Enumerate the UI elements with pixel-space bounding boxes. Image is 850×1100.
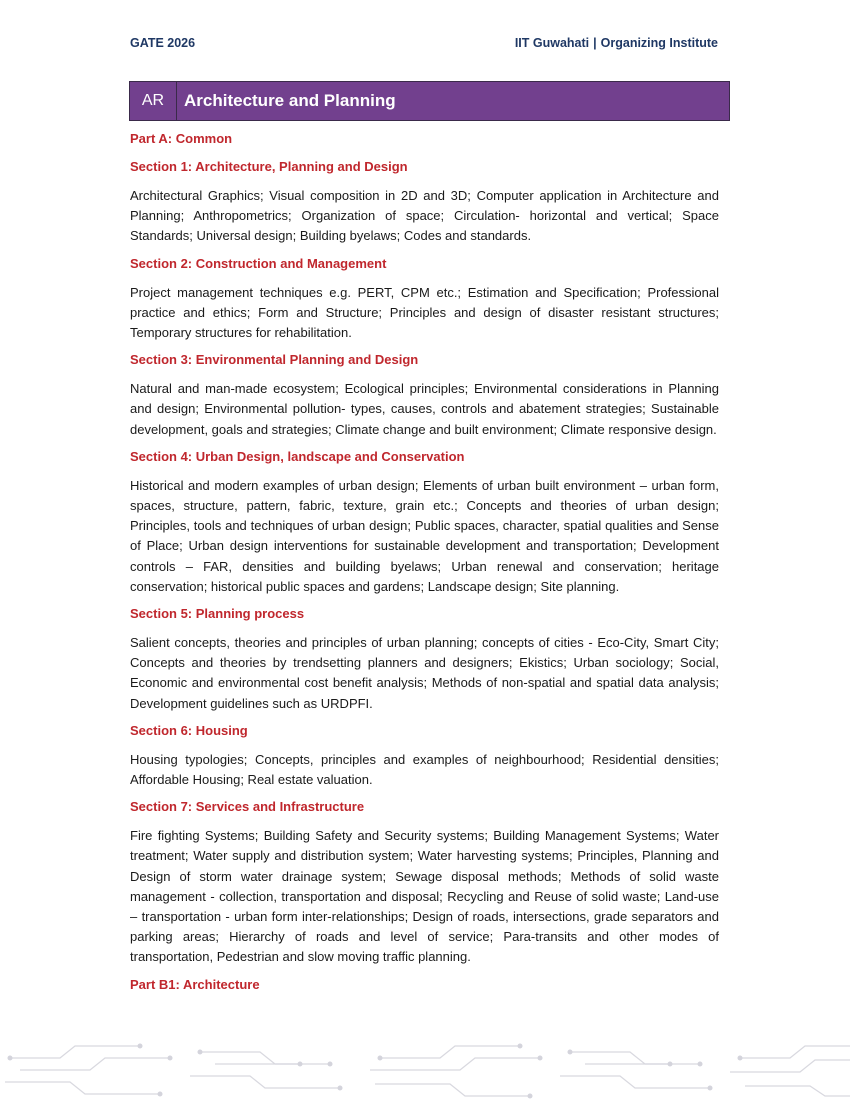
section-body: Housing typologies; Concepts, principles and examples of neighbourhood; Residential densities; Affordable Housing; Real estate valuation. (130, 751, 719, 788)
part-b1-heading: Part B1: Architecture (130, 976, 260, 992)
section-heading: Section 2: Construction and Management (130, 255, 387, 271)
section-heading: Section 4: Urban Design, landscape and Conservation (130, 448, 465, 464)
paper-code: AR (130, 82, 177, 120)
circuit-pattern-icon (0, 1038, 850, 1100)
exam-name: GATE 2026 (130, 36, 196, 50)
section-body: Fire fighting Systems; Building Safety and Security systems; Building Management Systems; Water treatment; Water supply and distribution system; Water harvesting systems; Principles, Planning and Design of storm water drainage system; Sewage disposal methods; Methods of solid waste management - collection, transportation and disposal; Recycling and Reuse of solid waste; Land-use – transportation - urban form inter-relationships; Design of roads, intersections, grade separators and parking areas; Hierarchy of roads and level of service; Para-transits and other modes of transportation, Pedestrian and slow moving traffic planning. (130, 828, 719, 965)
section-body: Architectural Graphics; Visual composition in 2D and 3D; Computer application in Architecture and Planning; Anthropometrics; Organization of space; Circulation- horizontal and vertical; Space Standards; Universal design; Building byelaws; Codes and standards. (130, 188, 719, 244)
institute-name: IIT Guwahati (514, 36, 590, 50)
circuit-pattern-decoration (0, 1038, 850, 1100)
section-body: Historical and modern examples of urban design; Elements of urban built environment – urban form, spaces, structure, pattern, fabric, texture, grain etc.; Concepts and theories of urban design; Principles, tools and techniques of urban design; Public spaces, character, spatial qualities and Sense of Place; Urban design interventions for sustainable development and transportation; Development controls – FAR, densities and building byelaws; Urban renewal and conservation; heritage conservation; historical public spaces and gardens; Landscape design; Site planning. (130, 477, 719, 594)
paper-banner (129, 81, 730, 121)
section-heading: Section 6: Housing (130, 722, 248, 738)
section-heading: Section 1: Architecture, Planning and Design (130, 159, 408, 174)
section-heading: Section 7: Services and Infrastructure (130, 799, 365, 815)
section-body: Project management techniques e.g. PERT, CPM etc.; Estimation and Specification; Professional practice and ethics; Form and Structure; Principles and design of disaster resistant structures; Temporary structures for rehabilitation. (130, 284, 719, 341)
institute-role: Organizing Institute (600, 36, 718, 50)
section-heading: Section 5: Planning process (130, 606, 305, 622)
section-body: Salient concepts, theories and principles of urban planning; concepts of cities - Eco-City, Smart City; Concepts and theories by trendsetting planners and designers; Ekistics; Urban sociology; Social, Economic and environmental cost benefit analysis; Methods of non-spatial and spatial data analysis; Development guidelines such as URDPFI. (130, 635, 719, 711)
section-body: Natural and man-made ecosystem; Ecological principles; Environmental considerations in Planning and design; Environmental pollution- types, causes, controls and abatement strategies; Sustainable development, goals and strategies; Climate change and built environment; Climate responsive design. (130, 381, 719, 437)
organizing-institute (515, 36, 718, 50)
paper-title: Architecture and Planning (184, 91, 396, 110)
part-a-heading: Part A: Common (130, 131, 233, 146)
syllabus-content (130, 130, 719, 1004)
section-heading: Section 3: Environmental Planning and Design (130, 352, 419, 368)
header-separator: | (593, 36, 597, 50)
